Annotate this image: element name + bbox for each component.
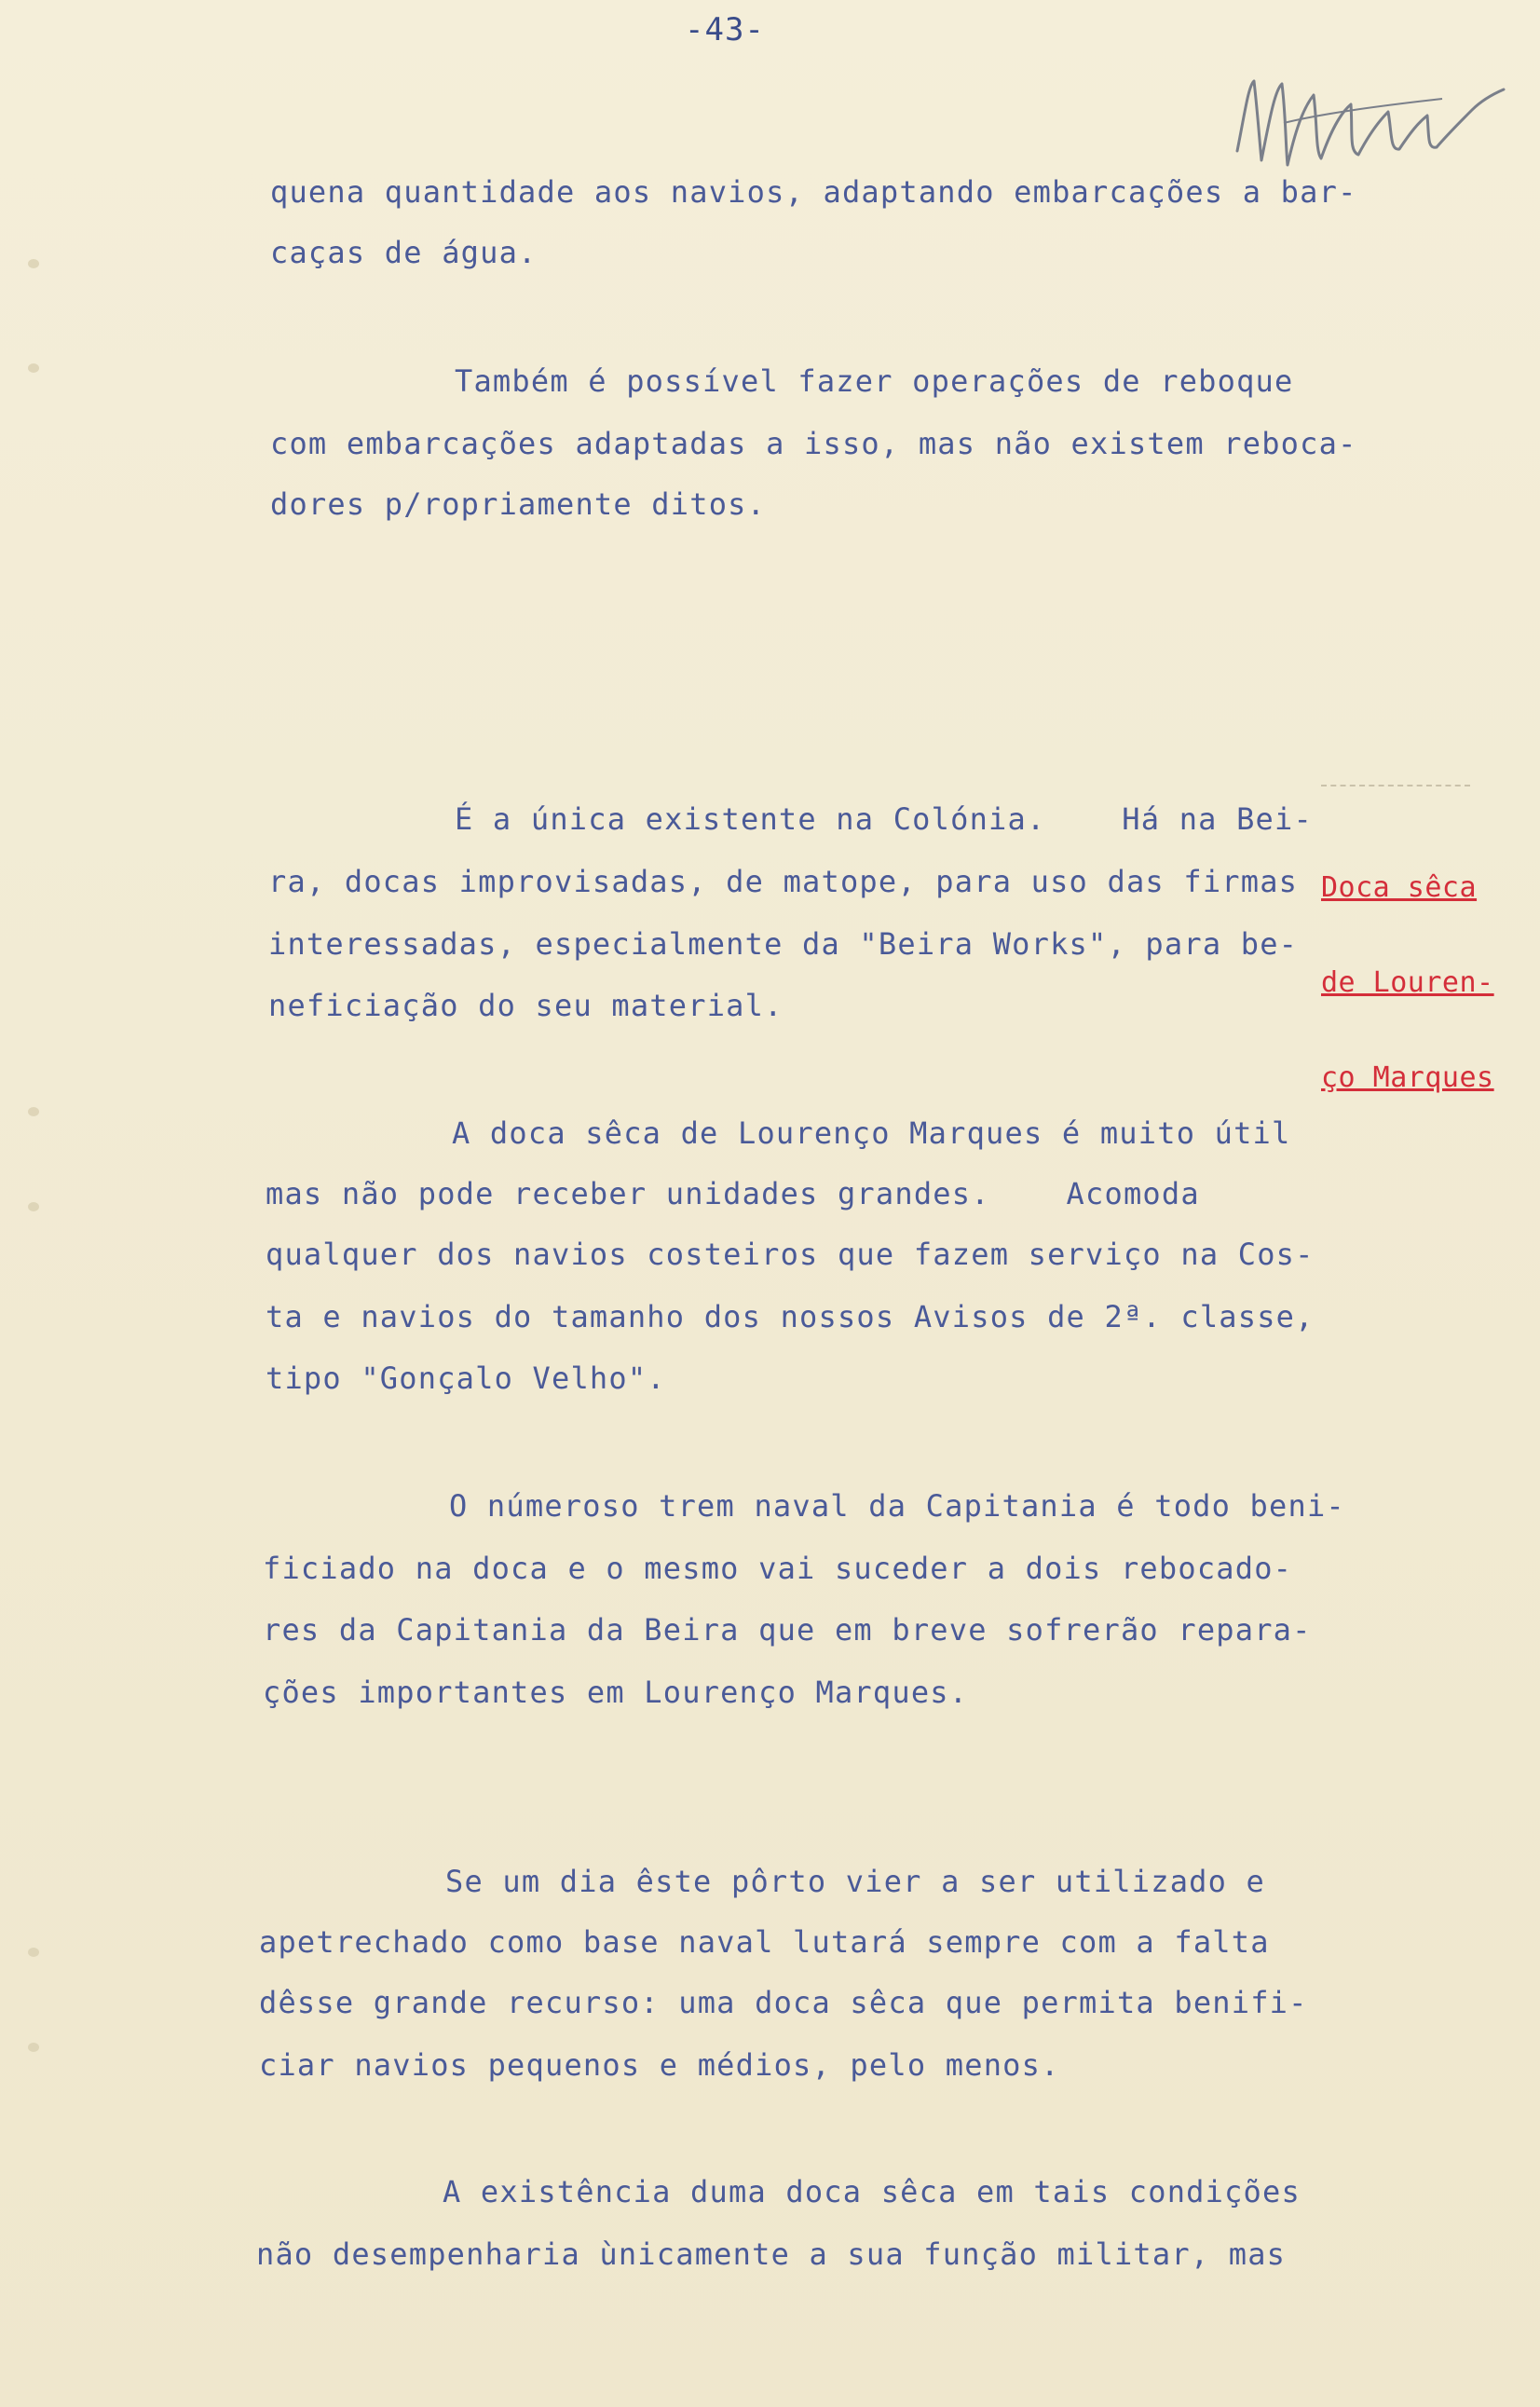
punch-hole <box>28 259 39 268</box>
text-line: neficiação do seu material. <box>268 988 784 1023</box>
text-line: ta e navios do tamanho dos nossos Avisos de 2ª. classe, <box>266 1299 1315 1334</box>
text-line: A existência duma doca sêca em tais condições <box>443 2174 1301 2209</box>
text-line: ficiado na doca e o mesmo vai suceder a dois rebocado- <box>263 1551 1293 1586</box>
text-line: dores p/ropriamente ditos. <box>270 486 767 522</box>
margin-note-line: de Louren- <box>1321 966 1494 999</box>
margin-divider <box>1321 785 1470 788</box>
text-line: O númeroso trem naval da Capitania é todo beni- <box>449 1488 1345 1524</box>
punch-hole <box>28 363 39 373</box>
text-line: apetrechado como base naval lutará sempre com a falta <box>259 1924 1270 1960</box>
punch-hole <box>28 1107 39 1116</box>
margin-note <box>1321 809 1494 1157</box>
text-line: tipo "Gonçalo Velho". <box>266 1361 666 1396</box>
text-line: É a única existente na Colónia. Há na Bei- <box>455 801 1313 837</box>
text-line: interessadas, especialmente da "Beira Works", para be- <box>268 926 1299 962</box>
text-line: A doca sêca de Lourenço Marques é muito útil <box>452 1115 1291 1151</box>
text-line: res da Capitania da Beira que em breve sofrerão repara- <box>263 1612 1312 1648</box>
page-number: -43- <box>685 11 765 48</box>
text-line: ciar navios pequenos e médios, pelo menos. <box>259 2047 1060 2083</box>
text-line: não desempenharia ùnicamente a sua função militar, mas <box>256 2236 1287 2272</box>
text-line: ra, docas improvisadas, de matope, para uso das firmas <box>268 864 1299 899</box>
punch-hole <box>28 1202 39 1211</box>
text-line: qualquer dos navios costeiros que fazem serviço na Cos- <box>266 1237 1315 1272</box>
punch-hole <box>28 1948 39 1957</box>
text-line: Se um dia êste pôrto vier a ser utilizado e <box>445 1864 1266 1899</box>
punch-hole <box>28 2043 39 2052</box>
text-line: ções importantes em Lourenço Marques. <box>263 1675 969 1710</box>
text-line: caças de água. <box>270 235 538 270</box>
margin-note-line: Doca sêca <box>1321 871 1478 904</box>
handwritten-signature <box>1228 58 1507 188</box>
text-line: com embarcações adaptadas a isso, mas não existem reboca- <box>270 426 1357 461</box>
text-line: mas não pode receber unidades grandes. Acomoda <box>266 1176 1200 1211</box>
margin-note-line: ço Marques <box>1321 1061 1494 1094</box>
text-line: quena quantidade aos navios, adaptando embarcações a bar- <box>270 174 1357 210</box>
text-line: dêsse grande recurso: uma doca sêca que permita benifi- <box>259 1985 1308 2020</box>
text-line: Também é possível fazer operações de reboque <box>455 363 1294 399</box>
